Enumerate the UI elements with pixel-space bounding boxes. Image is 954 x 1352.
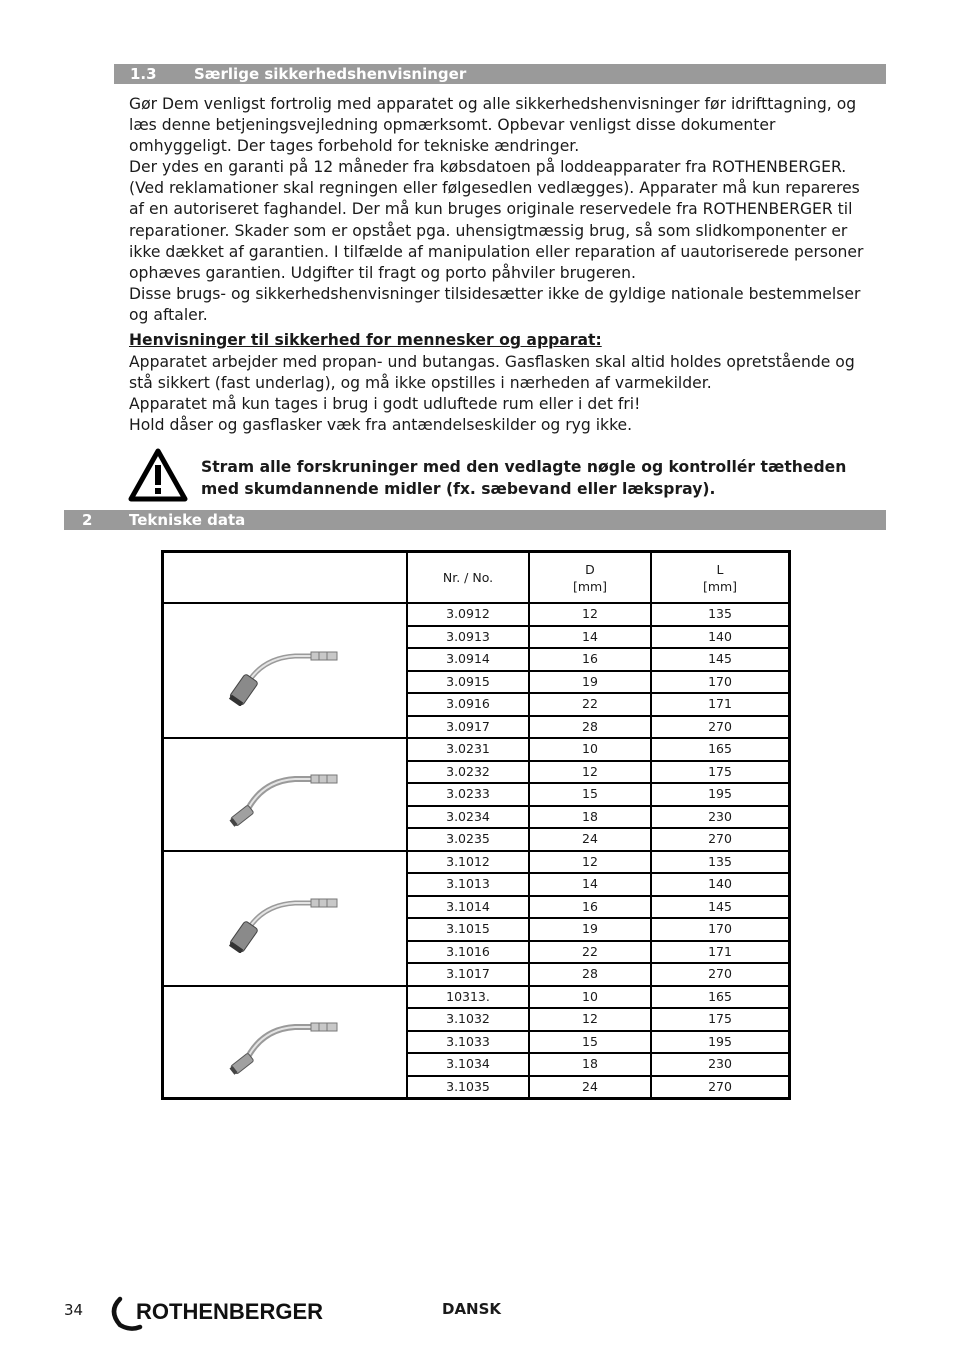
cell-d: 19 bbox=[529, 918, 651, 941]
safety-heading: Henvisninger til sikkerhed for mennesker og apparat: bbox=[129, 331, 602, 349]
header-d bbox=[529, 552, 651, 604]
header-l bbox=[651, 552, 790, 604]
section-number: 2 bbox=[82, 511, 93, 529]
cell-d: 28 bbox=[529, 716, 651, 739]
cell-nr: 3.0914 bbox=[407, 648, 529, 671]
cell-d: 18 bbox=[529, 1053, 651, 1076]
cell-nr: 3.1015 bbox=[407, 918, 529, 941]
paragraph: Hold dåser og gasflasker væk fra antændelseskilder og ryg ikke. bbox=[129, 416, 633, 435]
language-label: DANSK bbox=[442, 1300, 502, 1318]
intro-text bbox=[129, 94, 869, 326]
cell-nr: 3.1012 bbox=[407, 851, 529, 874]
cell-d: 19 bbox=[529, 671, 651, 694]
cell-d: 22 bbox=[529, 693, 651, 716]
cell-nr: 3.1033 bbox=[407, 1031, 529, 1054]
cell-d: 22 bbox=[529, 941, 651, 964]
cell-nr: 3.0232 bbox=[407, 761, 529, 784]
torch-thin-bent-icon bbox=[215, 759, 355, 829]
cell-l: 170 bbox=[651, 671, 790, 694]
cell-l: 230 bbox=[651, 1053, 790, 1076]
cell-l: 135 bbox=[651, 851, 790, 874]
cell-d: 14 bbox=[529, 873, 651, 896]
cell-l: 270 bbox=[651, 1076, 790, 1099]
header-d-label: D bbox=[585, 561, 595, 577]
cell-d: 12 bbox=[529, 1008, 651, 1031]
cell-nr: 3.0916 bbox=[407, 693, 529, 716]
safety-text bbox=[129, 352, 869, 436]
cell-nr: 3.0915 bbox=[407, 671, 529, 694]
cell-d: 16 bbox=[529, 648, 651, 671]
paragraph: Der ydes en garanti på 12 måneder fra købsdatoen på loddeapparater fra ROTHENBERGER. (Ved reklamationer skal regningen eller følgesedlen vedlægges). Apparater må kun repareres af en autoriseret faghandel. Der må kun bruges originale reservedele fra ROTHENBERGER til reparationer. Skader som er opstået pga. uhensigtmæssig brug, så som slidkomponenter er ikke dækket af garantien. I tilfælde af manipulation eller reparation af uautoriserede personer ophæves garantien. Udgifter til fragt og porto påhviler brugeren. bbox=[129, 158, 864, 282]
product-image-cell bbox=[163, 851, 408, 986]
torch-thick-bent-icon bbox=[215, 883, 355, 953]
cell-nr: 3.0233 bbox=[407, 783, 529, 806]
table-row bbox=[163, 851, 790, 874]
cell-l: 195 bbox=[651, 1031, 790, 1054]
paragraph: Apparatet må kun tages i brug i godt udluftede rum eller i det fri! bbox=[129, 395, 641, 414]
paragraph: Disse brugs- og sikkerhedshenvisninger tilsidesætter ikke de gyldige nationale bestemmelser og aftaler. bbox=[129, 284, 861, 324]
cell-nr: 3.1016 bbox=[407, 941, 529, 964]
header-image-column bbox=[163, 552, 408, 604]
logo-text: ROTHENBERGER bbox=[136, 1299, 324, 1324]
cell-nr: 10313. bbox=[407, 986, 529, 1009]
cell-nr: 3.0913 bbox=[407, 626, 529, 649]
cell-nr: 3.1035 bbox=[407, 1076, 529, 1099]
table-row bbox=[163, 603, 790, 626]
rothenberger-logo bbox=[106, 1293, 351, 1333]
cell-d: 24 bbox=[529, 1076, 651, 1099]
product-image-cell bbox=[163, 738, 408, 851]
cell-nr: 3.1013 bbox=[407, 873, 529, 896]
cell-d: 15 bbox=[529, 783, 651, 806]
cell-l: 140 bbox=[651, 873, 790, 896]
cell-l: 171 bbox=[651, 941, 790, 964]
warning-triangle-icon bbox=[128, 448, 188, 502]
cell-d: 12 bbox=[529, 761, 651, 784]
warning-text bbox=[201, 457, 881, 500]
cell-nr: 3.1032 bbox=[407, 1008, 529, 1031]
cell-l: 145 bbox=[651, 896, 790, 919]
header-l-label: L bbox=[716, 561, 724, 577]
cell-l: 270 bbox=[651, 716, 790, 739]
cell-d: 24 bbox=[529, 828, 651, 851]
section-number: 1.3 bbox=[130, 65, 157, 83]
page-number: 34 bbox=[64, 1301, 84, 1319]
section-title: Særlige sikkerhedshenvisninger bbox=[194, 65, 467, 83]
torch-thick-bent-icon bbox=[215, 636, 355, 706]
cell-d: 16 bbox=[529, 896, 651, 919]
cell-l: 170 bbox=[651, 918, 790, 941]
cell-l: 195 bbox=[651, 783, 790, 806]
cell-d: 10 bbox=[529, 986, 651, 1009]
cell-nr: 3.0917 bbox=[407, 716, 529, 739]
cell-l: 270 bbox=[651, 963, 790, 986]
cell-nr: 3.1017 bbox=[407, 963, 529, 986]
cell-d: 18 bbox=[529, 806, 651, 829]
warning-line: Stram alle forskruninger med den vedlagte nøgle og kontrollér tætheden bbox=[201, 458, 847, 476]
cell-nr: 3.0235 bbox=[407, 828, 529, 851]
cell-l: 175 bbox=[651, 1008, 790, 1031]
cell-nr: 3.0912 bbox=[407, 603, 529, 626]
header-d-unit: [mm] bbox=[572, 578, 608, 594]
warning-line: med skumdannende midler (fx. sæbevand eller lækspray). bbox=[201, 479, 716, 498]
cell-nr: 3.0231 bbox=[407, 738, 529, 761]
cell-l: 175 bbox=[651, 761, 790, 784]
section-header-1-3 bbox=[114, 64, 886, 84]
cell-d: 10 bbox=[529, 738, 651, 761]
cell-nr: 3.0234 bbox=[407, 806, 529, 829]
section-title: Tekniske data bbox=[129, 511, 246, 529]
cell-l: 270 bbox=[651, 828, 790, 851]
cell-d: 14 bbox=[529, 626, 651, 649]
cell-d: 15 bbox=[529, 1031, 651, 1054]
cell-d: 12 bbox=[529, 603, 651, 626]
cell-l: 145 bbox=[651, 648, 790, 671]
header-nr: Nr. / No. bbox=[407, 552, 529, 604]
product-image-cell bbox=[163, 986, 408, 1099]
cell-l: 140 bbox=[651, 626, 790, 649]
paragraph: Apparatet arbejder med propan- und butangas. Gasflasken skal altid holdes opretstående og stå sikkert (fast underlag), og må ikke opstilles i nærheden af varmekilder. bbox=[129, 353, 855, 393]
section-header-2 bbox=[64, 510, 886, 530]
table-body bbox=[163, 603, 790, 1099]
cell-l: 165 bbox=[651, 986, 790, 1009]
cell-l: 135 bbox=[651, 603, 790, 626]
cell-nr: 3.1014 bbox=[407, 896, 529, 919]
cell-d: 12 bbox=[529, 851, 651, 874]
table-header-row bbox=[163, 552, 790, 604]
cell-d: 28 bbox=[529, 963, 651, 986]
paragraph: Gør Dem venligst fortrolig med apparatet og alle sikkerhedshenvisninger før idrifttagning, og læs denne betjeningsvejledning opmærksomt. Opbevar venligst disse dokumenter omhyggeligt. Der tages forbehold for tekniske ændringer. bbox=[129, 95, 857, 156]
cell-nr: 3.1034 bbox=[407, 1053, 529, 1076]
technical-data-table bbox=[161, 550, 791, 1100]
table-row bbox=[163, 986, 790, 1009]
table-row bbox=[163, 738, 790, 761]
cell-l: 230 bbox=[651, 806, 790, 829]
cell-l: 165 bbox=[651, 738, 790, 761]
cell-l: 171 bbox=[651, 693, 790, 716]
torch-thin-bent-icon bbox=[215, 1007, 355, 1077]
product-image-cell bbox=[163, 603, 408, 738]
header-l-unit: [mm] bbox=[702, 578, 738, 594]
